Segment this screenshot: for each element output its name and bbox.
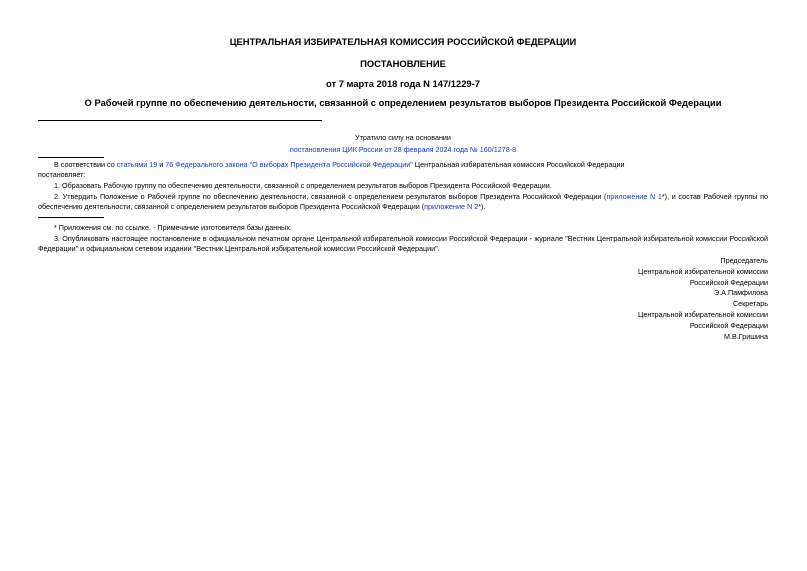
signature-line: Центральной избирательной комиссии (638, 266, 768, 276)
document-title: О Рабочей группе по обеспечению деятельности, связанной с определением результатов выборов Президента Российской Федерации (84, 97, 722, 108)
signature-line: Российской Федерации (689, 320, 768, 330)
status-line: Утратило силу на основании (355, 133, 451, 142)
footnote: * Приложения см. по ссылке. - Примечание изготовителя базы данных. (54, 223, 292, 232)
paragraph-3: 3. Опубликовать настоящее постановление в официальном печатном органе Центральной избирательной комиссии Российской Федерации - журнале "Вестник Центральной избирательной комиссии Российской Федерации" и официальном сетевом издании "Вестник Центральной избирательной комиссии Российской Федерации". (38, 234, 768, 253)
signature-line: Э.А.Памфилова (714, 288, 768, 298)
footnote-divider (38, 217, 104, 218)
signature-line: Российской Федерации (689, 277, 768, 287)
organization-heading: ЦЕНТРАЛЬНАЯ ИЗБИРАТЕЛЬНАЯ КОМИССИЯ РОССИЙСКОЙ ФЕДЕРАЦИИ (229, 36, 577, 47)
document-date-number: от 7 марта 2018 года N 147/1229-7 (326, 78, 480, 89)
status-divider (38, 157, 104, 158)
status-note (38, 133, 768, 155)
signature-line: М.В.Гришина (723, 331, 768, 341)
signature-line: Председатель (720, 256, 768, 265)
paragraph-preamble: В соответствии со статьями 19 и 76 Федерального закона "О выборах Президента Российской Федерации" Центральная избирательная комиссия Российской Федерации постановляет: (38, 160, 625, 179)
link-article-76-federal-law[interactable]: 76 Федерального закона "О выборах Президента Российской Федерации" (165, 160, 413, 169)
paragraph-2: 2. Утвердить Положение о Рабочей группе по обеспечению деятельности, связанной с определением результатов выборов Президента Российской Федерации (приложение N 1*), и состав Рабочей группы по обеспечению деятельности, связанной с определением результатов выборов Президента Российской Федерации (приложение N 2*). (38, 192, 768, 211)
signature-line: Секретарь (732, 299, 768, 309)
link-appendix-1[interactable]: приложение N 1 (606, 192, 662, 201)
paragraph-1: 1. Образовать Рабочую группу по обеспечению деятельности, связанной с определением результатов выборов Президента Российской Федерации. (54, 181, 552, 190)
link-appendix-2[interactable]: приложение N 2 (424, 202, 479, 211)
document-type: ПОСТАНОВЛЕНИЕ (360, 58, 446, 69)
status-link[interactable]: постановления ЦИК России от 28 февраля 2024 года № 160/1278-8 (289, 145, 517, 154)
title-divider (38, 120, 322, 121)
signature-block (38, 256, 768, 342)
link-article-19[interactable]: статьями 19 (116, 160, 158, 169)
signature-line: Центральной избирательной комиссии (638, 309, 768, 319)
